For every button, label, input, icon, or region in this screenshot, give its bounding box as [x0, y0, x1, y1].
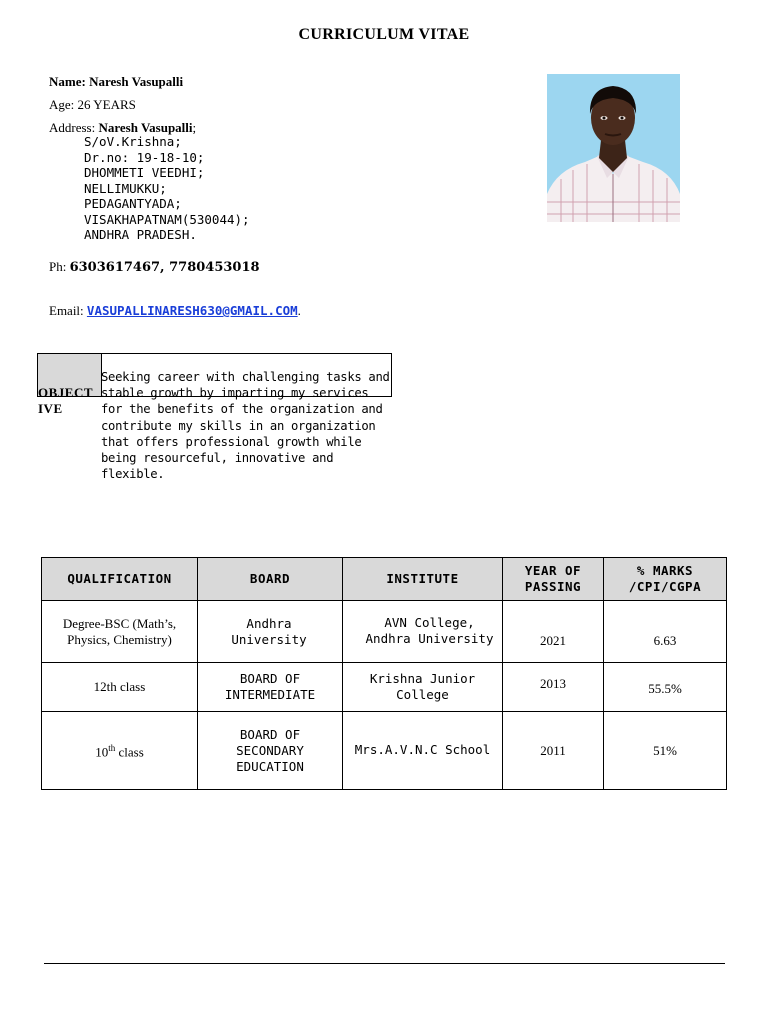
table-header-year: YEAR OF PASSING: [502, 557, 604, 601]
address-suffix: ;: [192, 120, 197, 135]
phone-value: 6303617467, 7780453018: [69, 260, 260, 275]
email-label: Email:: [49, 303, 84, 318]
address-line: DHOMMETI VEEDHI;: [84, 165, 205, 180]
table-header-qualification: QUALIFICATION: [41, 557, 198, 601]
address-label: Address:: [49, 120, 96, 135]
objective-text: Seeking career with challenging tasks and stable growth by imparting my services for the benefits of the organization and contribute my skills in an organization that offers professional growth while being resourceful, innovative and flexible.: [101, 370, 390, 482]
qualification-10th: 10th class: [95, 743, 144, 760]
address-lines: [84, 134, 250, 243]
table-cell-year: 2011: [502, 711, 604, 790]
table-header-board: BOARD: [197, 557, 343, 601]
address-name: Naresh Vasupalli: [98, 120, 193, 135]
table-cell-board: BOARD OF SECONDARY EDUCATION: [197, 711, 343, 790]
address-line: Dr.no: 19-18-10;: [84, 149, 205, 165]
table-cell-institute: Krishna Junior College: [342, 662, 503, 712]
age-label: Age:: [49, 97, 75, 112]
table-cell-qualification: 12th class: [41, 662, 198, 712]
name-value: Naresh Vasupalli: [89, 74, 184, 89]
table-cell-marks: 51%: [603, 711, 727, 790]
email-link[interactable]: VASUPALLINARESH630@GMAIL.COM: [86, 303, 298, 318]
name-label: Name:: [49, 74, 86, 89]
table-cell-board: BOARD OF INTERMEDIATE: [197, 662, 343, 712]
address-line: PEDAGANTYADA;: [84, 196, 182, 211]
table-cell-year: 2013: [502, 662, 604, 712]
table-header-institute: INSTITUTE: [342, 557, 503, 601]
name-row: [49, 74, 183, 90]
table-cell-marks: 6.63: [603, 600, 727, 663]
address-line: VISAKHAPATNAM(530044);: [84, 211, 250, 227]
page-title: CURRICULUM VITAE: [298, 26, 470, 43]
table-cell-board: Andhra University: [197, 600, 343, 663]
address-line: NELLIMUKKU;: [84, 180, 167, 196]
table-cell-qualification: [41, 711, 198, 790]
address-line: S/oV.Krishna;: [84, 134, 182, 149]
age-row: [49, 97, 136, 113]
person-silhouette-icon: [547, 74, 680, 222]
table-cell-marks: 55.5%: [603, 662, 727, 712]
footer-divider: [44, 963, 725, 964]
table-cell-institute: AVN College, Andhra University: [342, 600, 503, 663]
email-row: [49, 303, 301, 319]
table-cell-year: 2021: [502, 600, 604, 663]
table-header-marks: % MARKS /CPI/CGPA: [603, 557, 727, 601]
phone-label: Ph:: [49, 259, 67, 274]
profile-photo: [547, 74, 680, 222]
objective-label-line: OBJECT: [38, 385, 94, 400]
objective-label-line: IVE: [38, 401, 63, 416]
objective-label: [38, 385, 100, 417]
table-cell-institute: Mrs.A.V.N.C School: [342, 711, 503, 790]
phone-row: [49, 259, 260, 276]
table-cell-qualification: Degree-BSC (Math’s, Physics, Chemistry): [41, 600, 198, 663]
address-line: ANDHRA PRADESH.: [84, 227, 197, 242]
email-suffix: .: [297, 303, 301, 318]
age-value: 26 YEARS: [77, 97, 136, 112]
